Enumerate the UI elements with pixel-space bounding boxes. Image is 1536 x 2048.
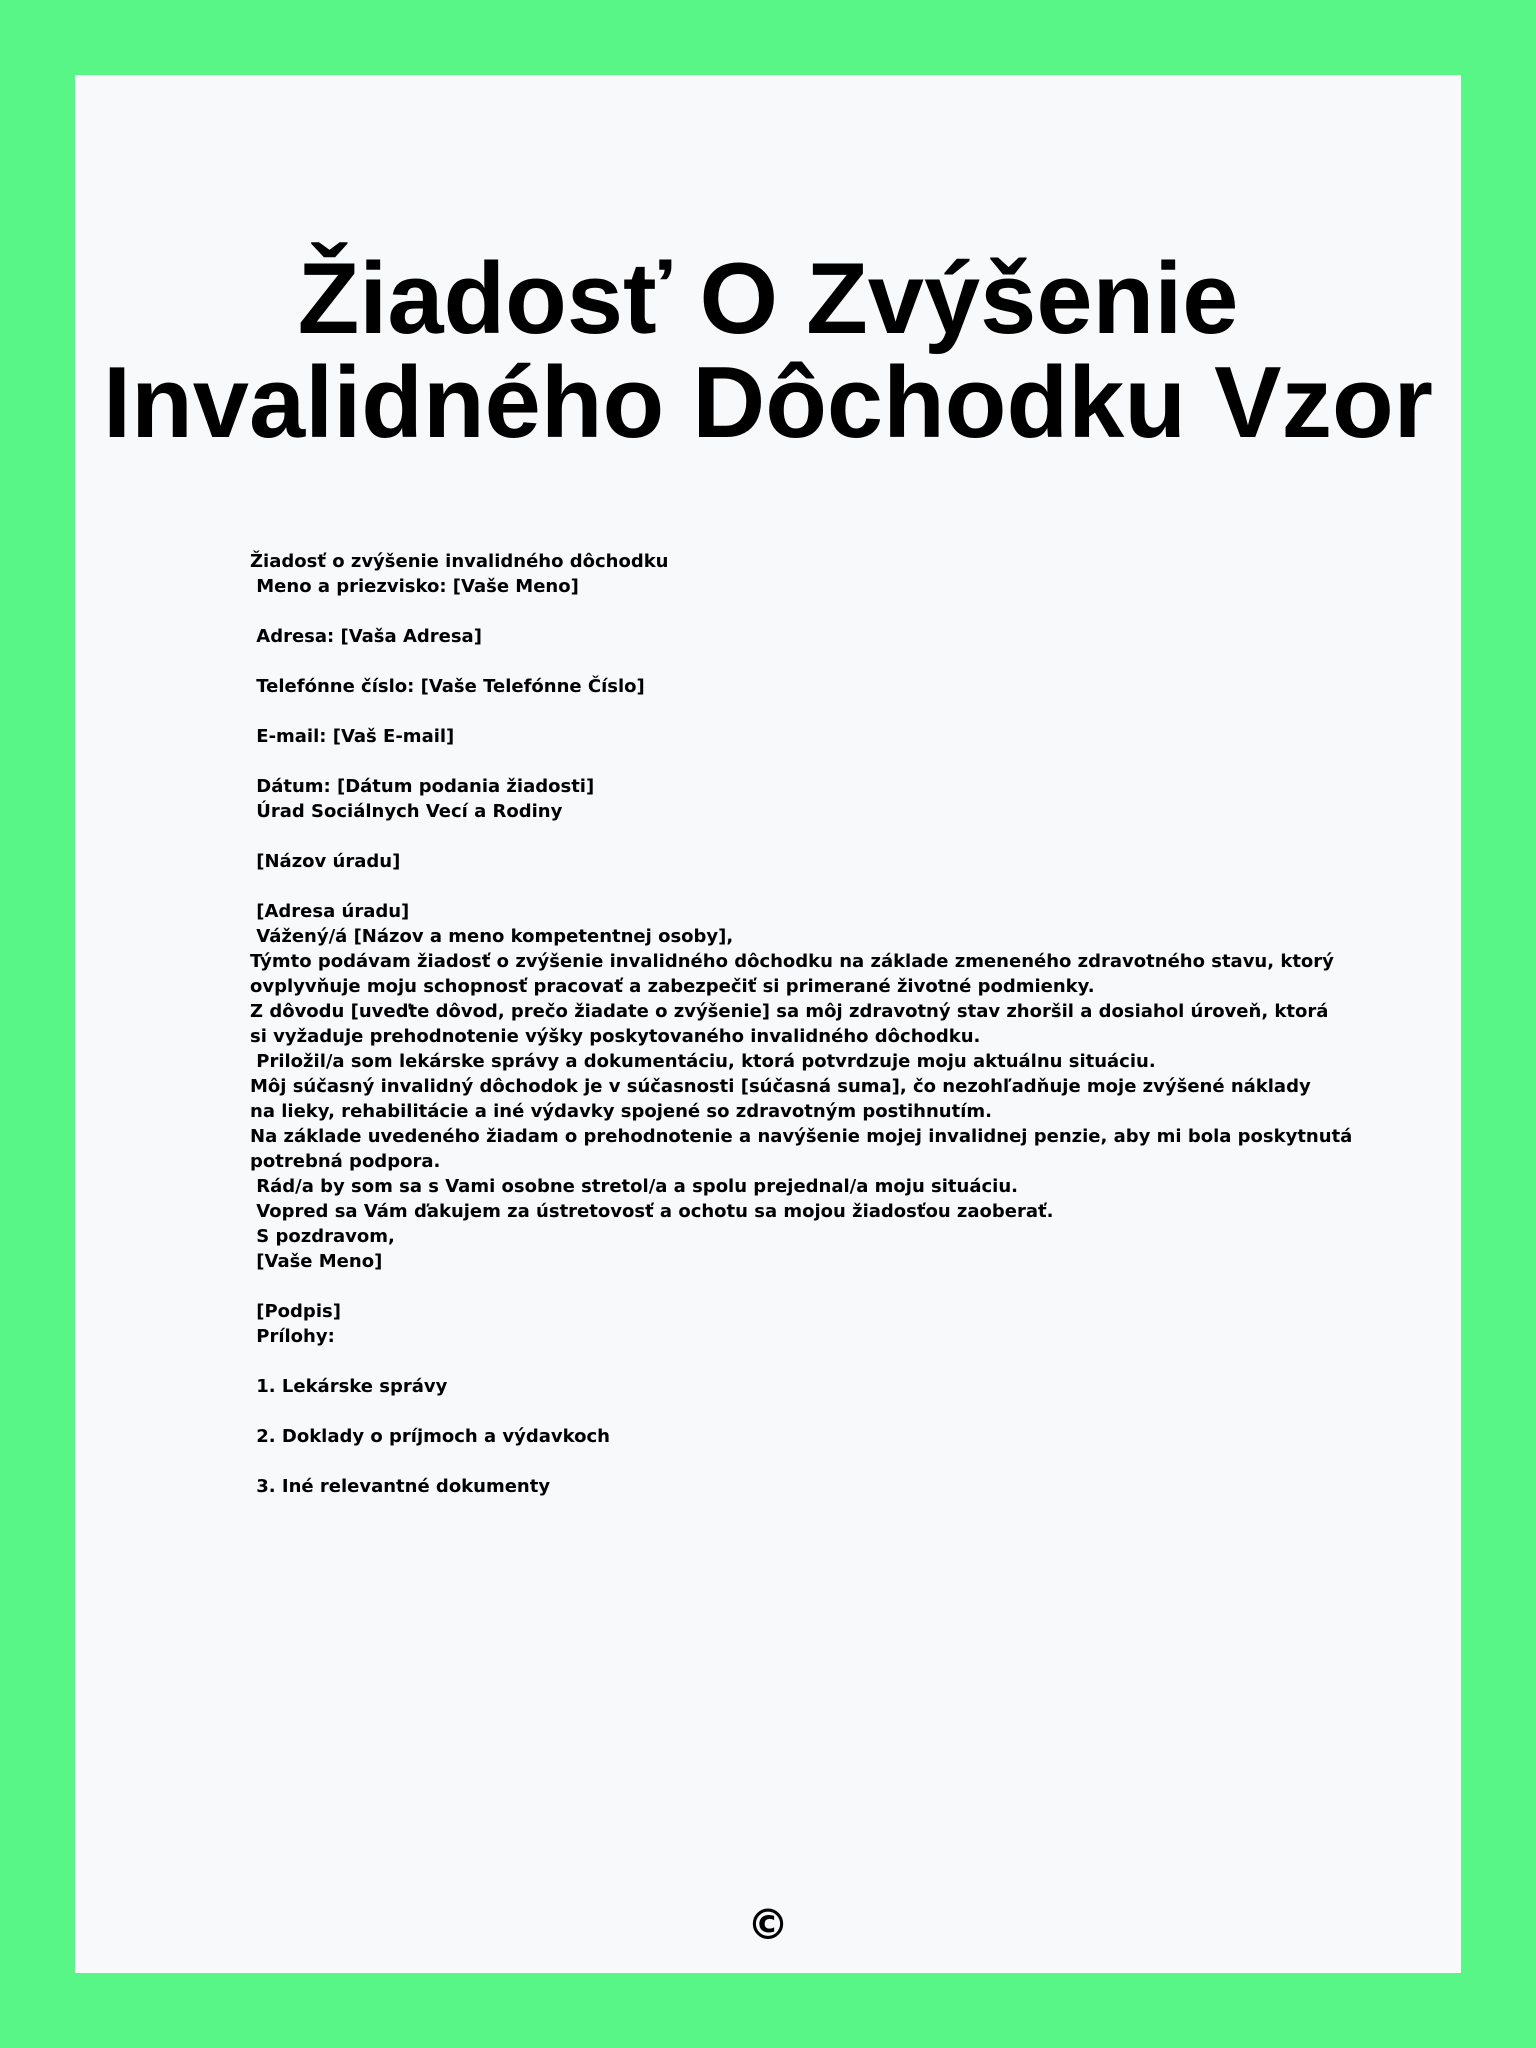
paragraph-2-line-1: Z dôvodu [uveďte dôvod, prečo žiadate o zvýšenie] sa môj zdravotný stav zhoršil a dosiahol úroveň, ktorá [250, 1001, 1329, 1022]
page-title [75, 243, 1461, 459]
sender-phone: Telefónne číslo: [Vaše Telefónne Číslo] [250, 676, 645, 697]
paragraph-1-line-1: Týmto podávam žiadosť o zvýšenie invalidného dôchodku na základe zmeneného zdravotného stavu, ktorý [250, 951, 1334, 972]
attachment-item: 1. Lekárske správy [250, 1376, 448, 1397]
paragraph-7: Vopred sa Vám ďakujem za ústretovosť a ochotu sa mojou žiadosťou zaoberať. [250, 1201, 1054, 1222]
closing: S pozdravom, [250, 1226, 395, 1247]
title-line-1: Žiadosť O Zvýšenie [297, 243, 1239, 355]
document-page [75, 75, 1461, 1973]
spacer [250, 874, 1310, 899]
attachment-item: 3. Iné relevantné dokumenty [250, 1476, 551, 1497]
letter-body [250, 549, 1353, 1499]
attachments-label: Prílohy: [250, 1326, 335, 1347]
copyright-icon: © [747, 1900, 789, 1949]
salutation: Vážený/á [Názov a meno kompetentnej osoby], [250, 926, 734, 947]
sender-address: Adresa: [Vaša Adresa] [250, 626, 482, 647]
letter-heading: Žiadosť o zvýšenie invalidného dôchodku [250, 551, 669, 572]
spacer [250, 749, 1310, 774]
letter-date: Dátum: [Dátum podania žiadosti] [250, 776, 595, 797]
sender-name: Meno a priezvisko: [Vaše Meno] [250, 576, 579, 597]
recipient-office: Úrad Sociálnych Vecí a Rodiny [250, 801, 563, 822]
spacer [250, 1449, 1310, 1474]
paragraph-4-line-1: Môj súčasný invalidný dôchodok je v súčasnosti [súčasná suma], čo nezohľadňuje moje zvýšené náklady [250, 1076, 1311, 1097]
signer-name: [Vaše Meno] [250, 1251, 383, 1272]
spacer [250, 824, 1310, 849]
signature-placeholder: [Podpis] [250, 1301, 341, 1322]
spacer [250, 1399, 1310, 1424]
recipient-office-address: [Adresa úradu] [250, 901, 410, 922]
attachment-item: 2. Doklady o príjmoch a výdavkoch [250, 1426, 610, 1447]
paragraph-5-line-1: Na základe uvedeného žiadam o prehodnotenie a navýšenie mojej invalidnej penzie, aby mi bola poskytnutá [250, 1126, 1353, 1147]
paragraph-5-line-2: potrebná podpora. [250, 1151, 441, 1172]
paragraph-4-line-2: na lieky, rehabilitácie a iné výdavky spojené so zdravotným postihnutím. [250, 1101, 992, 1122]
paragraph-1-line-2: ovplyvňuje moju schopnosť pracovať a zabezpečiť si primerané životné podmienky. [250, 976, 1095, 997]
spacer [250, 649, 1310, 674]
paragraph-6: Rád/a by som sa s Vami osobne stretol/a a spolu prejednal/a moju situáciu. [250, 1176, 1018, 1197]
recipient-office-name: [Názov úradu] [250, 851, 401, 872]
title-line-2: Invalidného Dôchodku Vzor [103, 347, 1433, 459]
spacer [250, 599, 1310, 624]
paragraph-3: Priložil/a som lekárske správy a dokumentáciu, ktorá potvrdzuje moju aktuálnu situáciu. [250, 1051, 1156, 1072]
spacer [250, 1274, 1310, 1299]
spacer [250, 699, 1310, 724]
paragraph-2-line-2: si vyžaduje prehodnotenie výšky poskytovaného invalidného dôchodku. [250, 1026, 981, 1047]
spacer [250, 1349, 1310, 1374]
sender-email: E-mail: [Vaš E-mail] [250, 726, 455, 747]
